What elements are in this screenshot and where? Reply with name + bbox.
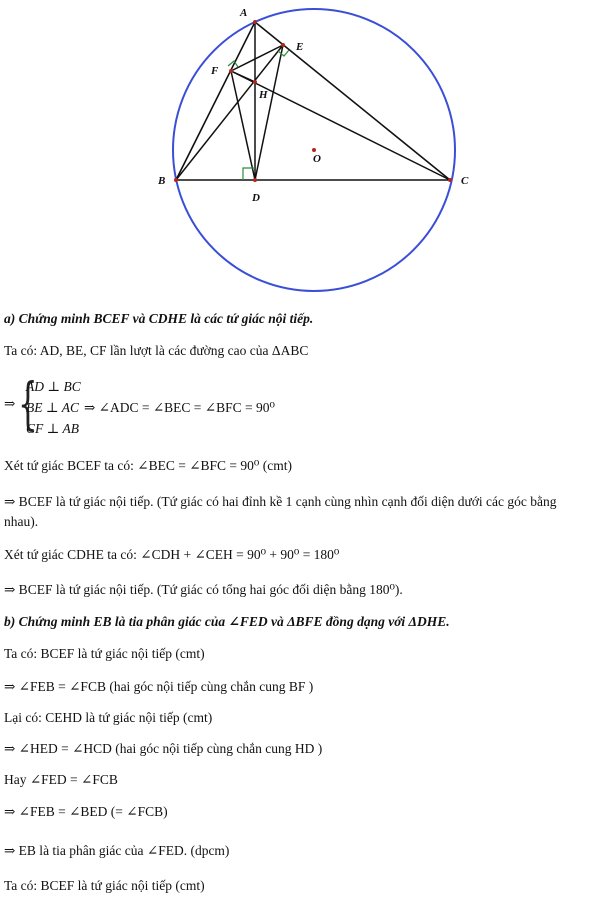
cdhe-conclusion: ⇒ BCEF là tứ giác nội tiếp. (Tứ giác có tổng hai góc đối diện bằng 180⁰).	[4, 582, 403, 597]
system-line-3: CF ⊥ AB	[26, 421, 79, 436]
label-o: O	[313, 153, 321, 165]
part-a-title: a) Chứng minh BCEF và CDHE là các tứ giác nội tiếp.	[4, 311, 314, 326]
altitudes-statement: Ta có: AD, BE, CF lần lượt là các đường cao của ΔABC	[4, 343, 309, 358]
bcef-cyclic-again: Ta có: BCEF là tứ giác nội tiếp (cmt)	[4, 878, 205, 893]
geometry-figure	[0, 0, 594, 300]
consider-bcef: Xét tứ giác BCEF ta có: ∠BEC = ∠BFC = 90⁰ (cmt)	[4, 458, 292, 473]
system-line-2: BE ⊥ AC	[26, 400, 79, 415]
bisector-conclusion: ⇒ EB là tia phân giác của ∠FED. (dpcm)	[4, 843, 230, 858]
label-b: B	[158, 175, 166, 187]
angle-feb-bed: ⇒ ∠FEB = ∠BED (= ∠FCB)	[4, 804, 168, 819]
label-d: D	[252, 192, 260, 204]
label-e: E	[296, 41, 304, 53]
triangle-circle-diagram	[0, 0, 594, 300]
angle-hed-hcd: ⇒ ∠HED = ∠HCD (hai góc nội tiếp cùng chắn cung HD )	[4, 741, 323, 756]
label-f: F	[211, 65, 219, 77]
system-line-1: AD ⊥ BC	[26, 379, 81, 394]
cehd-cyclic: Lại có: CEHD là tứ giác nội tiếp (cmt)	[4, 710, 213, 725]
consider-cdhe: Xét tứ giác CDHE ta có: ∠CDH + ∠CEH = 90⁰ + 90⁰ = 180⁰	[4, 547, 340, 562]
angle-fed-fcb: Hay ∠FED = ∠FCB	[4, 772, 118, 787]
system-result: ⇒ ∠ADC = ∠BEC = ∠BFC = 90⁰	[84, 400, 275, 415]
label-a: A	[240, 7, 248, 19]
brace-symbol: {	[18, 372, 38, 437]
part-b-title: b) Chứng minh EB là tia phân giác của ∠FED và ΔBFE đồng dạng với ΔDHE.	[4, 614, 450, 629]
label-c: C	[461, 175, 469, 187]
implies-symbol: ⇒	[4, 396, 16, 411]
angle-feb-fcb: ⇒ ∠FEB = ∠FCB (hai góc nội tiếp cùng chắn cung BF )	[4, 679, 314, 694]
system-lines	[26, 376, 81, 439]
label-h: H	[259, 89, 268, 101]
bcef-conclusion: ⇒ BCEF là tứ giác nội tiếp. (Tứ giác có hai đỉnh kề 1 cạnh cùng nhìn cạnh đối diện dưới các góc bằng nhau).	[4, 494, 557, 529]
bcef-cyclic: Ta có: BCEF là tứ giác nội tiếp (cmt)	[4, 646, 205, 661]
